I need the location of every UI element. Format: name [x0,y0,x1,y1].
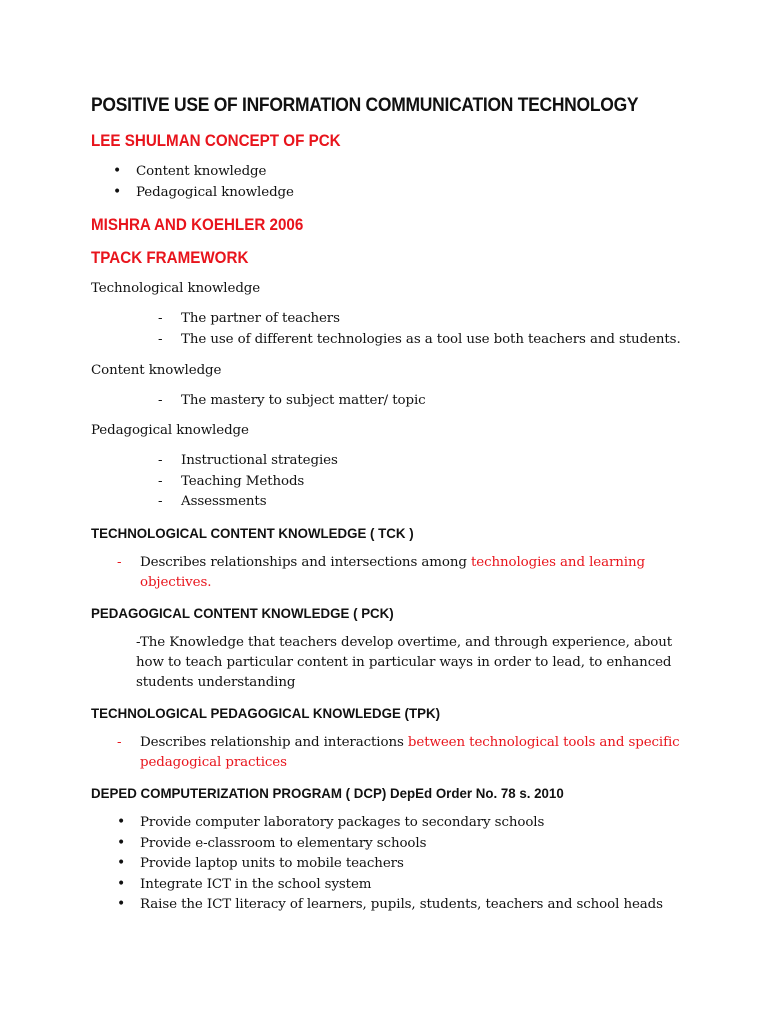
bullet-icon: • [117,855,126,871]
tpk-line-2: pedagogical practices [140,755,287,770]
content-knowledge-label: Content knowledge [91,363,222,378]
list-item: Integrate ICT in the school system [140,877,372,892]
dash-marker: - [158,494,163,509]
tck-text-highlight: technologies and learning [470,555,645,570]
list-item: The mastery to subject matter/ topic [181,393,426,408]
tpk-text-plain: Describes relationship and interactions [140,735,408,750]
list-item: The use of different technologies as a tool use both teachers and students. [181,332,681,347]
bullet-icon: • [117,835,126,851]
bullet-icon: • [113,184,122,200]
shulman-heading: LEE SHULMAN CONCEPT OF PCK [91,132,341,150]
tpk-text-highlight: between technological tools and specific [407,735,680,750]
list-item: Instructional strategies [181,453,338,468]
list-item: Provide e-classroom to elementary schools [140,836,427,851]
list-item: Teaching Methods [181,474,305,489]
ped-knowledge-label: Pedagogical knowledge [91,423,249,438]
bullet-icon: • [117,876,126,892]
dash-marker: - [158,393,163,408]
dcp-heading: DEPED COMPUTERIZATION PROGRAM ( DCP) DepEd Order No. 78 s. 2010 [91,785,564,801]
pck-line: -The Knowledge that teachers develop overtime, and through experience, about [136,635,673,650]
tck-text-plain: Describes relationships and intersections among [140,555,471,570]
list-item: The partner of teachers [181,311,340,326]
tpack-heading: TPACK FRAMEWORK [91,249,249,267]
bullet-icon: • [117,814,126,830]
pck-heading: PEDAGOGICAL CONTENT KNOWLEDGE ( PCK) [91,605,394,621]
list-item: Provide laptop units to mobile teachers [140,856,404,871]
tech-knowledge-label: Technological knowledge [91,281,261,296]
list-item: Content knowledge [136,164,267,179]
dash-marker: - [158,311,163,326]
bullet-icon: • [113,163,122,179]
pck-line: students understanding [136,675,296,690]
list-item: Provide computer laboratory packages to secondary schools [140,815,545,830]
tck-line-2: objectives. [140,575,212,590]
dash-marker: - [158,474,163,489]
tck-heading: TECHNOLOGICAL CONTENT KNOWLEDGE ( TCK ) [91,525,414,541]
tck-line-1 [140,555,645,570]
tpk-heading: TECHNOLOGICAL PEDAGOGICAL KNOWLEDGE (TPK) [91,705,441,721]
dash-marker: - [117,555,122,570]
list-item: Raise the ICT literacy of learners, pupils, students, teachers and school heads [140,897,663,912]
mishra-heading: MISHRA AND KOEHLER 2006 [91,216,304,234]
list-item: Assessments [181,494,267,509]
pck-line: how to teach particular content in particular ways in order to lead, to enhanced [136,655,672,670]
dash-marker: - [117,735,122,750]
bullet-icon: • [117,896,126,912]
tpk-line-1 [140,735,680,750]
list-item: Pedagogical knowledge [136,185,294,200]
dash-marker: - [158,453,163,468]
document-title: POSITIVE USE OF INFORMATION COMMUNICATION TECHNOLOGY [91,95,639,116]
dash-marker: - [158,332,163,347]
